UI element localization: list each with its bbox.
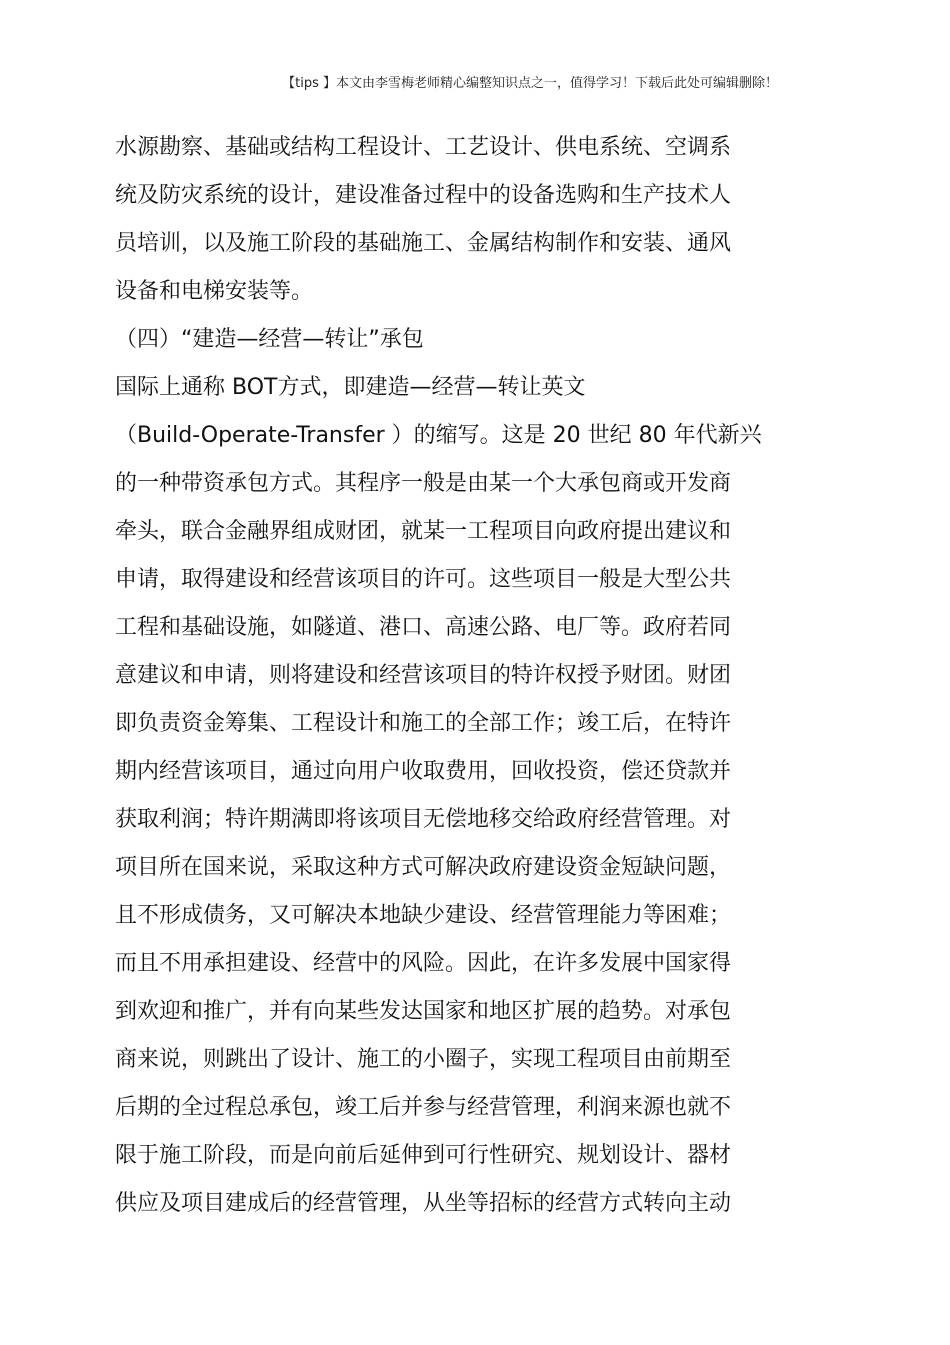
text-line: 获取利润；特许期满即将该项目无偿地移交给政府经营管理。对 — [115, 807, 732, 832]
text-line: 申请，取得建设和经营该项目的许可。这些项目一般是大型公共 — [115, 567, 732, 592]
text-line: 即负责资金筹集、工程设计和施工的全部工作；竣工后，在特许 — [115, 711, 732, 736]
text-line: 工程和基础设施，如隧道、港口、高速公路、电厂等。政府若同 — [115, 615, 732, 640]
text-line: 供应及项目建成后的经营管理，从坐等招标的经营方式转向主动 — [115, 1191, 732, 1216]
text-line: 牵头，联合金融界组成财团，就某一工程项目向政府提出建议和 — [115, 519, 732, 544]
text-line: 的一种带资承包方式。其程序一般是由某一个大承包商或开发商 — [115, 471, 732, 496]
text-line: 期内经营该项目，通过向用户收取费用，回收投资，偿还贷款并 — [115, 759, 732, 784]
document-body — [115, 124, 855, 1228]
text-line: 员培训，以及施工阶段的基础施工、金属结构制作和安装、通风 — [115, 231, 732, 256]
text-line: 意建议和申请，则将建设和经营该项目的特许权授予财团。财团 — [115, 663, 732, 688]
text-line: 国际上通称 BOT方式，即建造—经营—转让英文 — [115, 375, 586, 400]
text-line: （Build-Operate-Transfer ）的缩写。这是 20 世纪 80 年代新兴 — [115, 423, 762, 448]
section-heading: （四）“建造—经营—转让”承包 — [115, 327, 424, 352]
text-line: 水源勘察、基础或结构工程设计、工艺设计、供电系统、空调系 — [115, 135, 732, 160]
header-tips-note: 【tips 】本文由李雪梅老师精心编整知识点之一，值得学习！下载后此处可编辑删除！ — [282, 76, 778, 91]
text-line: 且不形成债务，又可解决本地缺少建设、经营管理能力等困难； — [115, 903, 732, 928]
text-line: 项目所在国来说，采取这种方式可解决政府建设资金短缺问题， — [115, 855, 732, 880]
text-line: 后期的全过程总承包，竣工后并参与经营管理，利润来源也就不 — [115, 1095, 732, 1120]
text-line: 商来说，则跳出了设计、施工的小圈子，实现工程项目由前期至 — [115, 1047, 732, 1072]
text-line: 而且不用承担建设、经营中的风险。因此，在许多发展中国家得 — [115, 951, 732, 976]
text-line: 限于施工阶段，而是向前后延伸到可行性研究、规划设计、器材 — [115, 1143, 732, 1168]
text-line: 到欢迎和推广，并有向某些发达国家和地区扩展的趋势。对承包 — [115, 999, 732, 1024]
text-line: 统及防灾系统的设计，建设准备过程中的设备选购和生产技术人 — [115, 183, 732, 208]
text-line: 设备和电梯安装等。 — [115, 279, 314, 304]
